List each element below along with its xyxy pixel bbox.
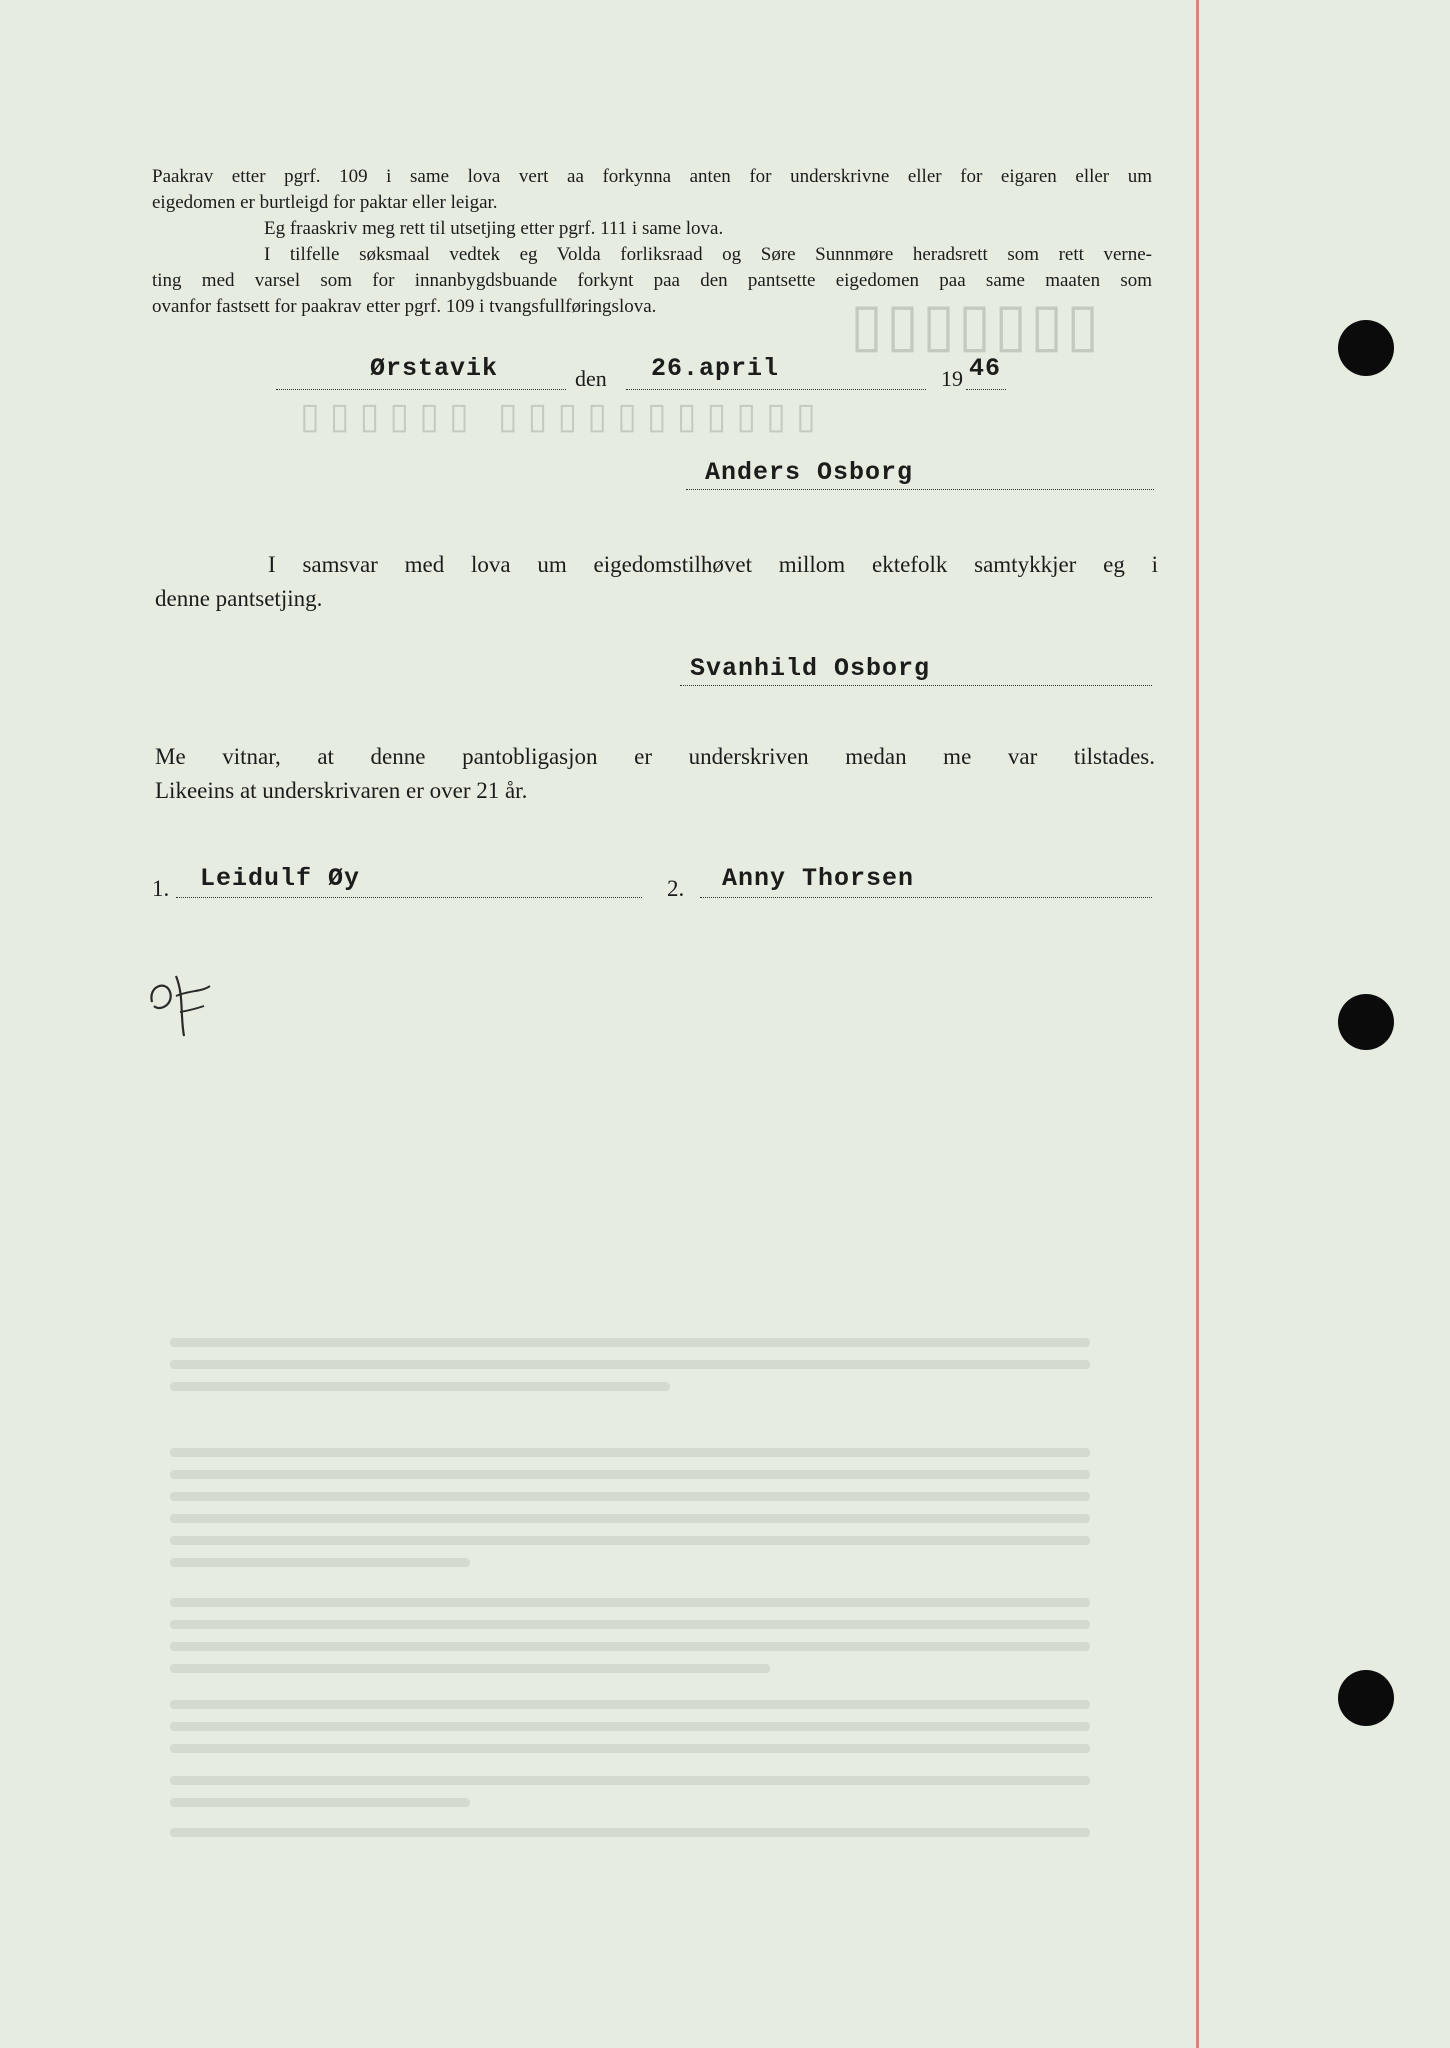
- witness-name: Anny Thorsen: [722, 864, 915, 893]
- witness-statement-line-2: Likeeins at underskrivaren er over 21 år.: [155, 778, 528, 803]
- clause-line: Eg fraaskriv meg rett til utsetjing etter pgrf. 111 i same lova.: [264, 218, 724, 239]
- consent-line-2: denne pantsetjing.: [155, 586, 323, 611]
- witness-name: Leidulf Øy: [200, 864, 361, 893]
- date: 26.april: [651, 354, 780, 383]
- date-underline: [626, 389, 926, 390]
- witness-number: 2.: [667, 876, 685, 901]
- signer-name: Anders Osborg: [705, 458, 914, 487]
- punch-hole: [1338, 1670, 1394, 1726]
- consent-line-1: I samsvar med lova um eigedomstilhøvet millom ektefolk samtykkjer eg i: [268, 552, 1158, 577]
- spouse-signer-underline: [680, 685, 1152, 686]
- clause-line: ovanfor fastsett for paakrav etter pgrf. 109 i tvangsfullføringslova.: [152, 296, 657, 317]
- year-suffix: 46: [969, 354, 1002, 383]
- place-underline: [276, 389, 566, 390]
- year-prefix: 19: [941, 366, 963, 391]
- clause-line: I tilfelle søksmaal vedtek eg Volda forliksraad og Søre Sunnmøre heradsrett som rett verne-: [264, 244, 1152, 265]
- witness-statement-line-1: Me vitnar, at denne pantobligasjon er underskriven medan me var tilstades.: [155, 744, 1155, 769]
- punch-hole: [1338, 320, 1394, 376]
- clause-line: ting med varsel som for innanbygdsbuande forkynt paa den pantsette eigedomen paa same maaten som: [152, 270, 1152, 291]
- witness-underline: [176, 897, 642, 898]
- clauses-block: [152, 164, 1152, 320]
- place: Ørstavik: [370, 354, 499, 383]
- spouse-signer-name: Svanhild Osborg: [690, 654, 931, 683]
- clause-line: eigedomen er burtleigd for paktar eller leigar.: [152, 192, 498, 213]
- initials-mark: [140, 966, 230, 1046]
- witness-underline: [700, 897, 1152, 898]
- den-label: den: [575, 366, 607, 391]
- clause-line: Paakrav etter pgrf. 109 i same lova vert aa forkynna anten for underskrivne eller for eigaren eller um: [152, 166, 1152, 187]
- punch-hole: [1338, 994, 1394, 1050]
- witness-number: 1.: [152, 876, 170, 901]
- document-page: ▯▯▯▯▯▯▯ ▯▯▯▯▯▯ ▯▯▯▯▯▯▯▯▯▯▯ Paakrav etter pgrf. 109 i same lova vert aa forkynna anten for underskrivne eller for eigaren eller um eigedomen er burtleigd for paktar eller leigar. Eg fraaskriv meg rett til utsetjing etter pgrf. 111 i same lova. I tilfelle søksmaal vedtek eg Volda forliksraad og Søre Sunnmøre heradsrett som rett verne- ting med varsel som for innanbygdsbuande forkynt paa den pantsette eigedomen paa same maaten som ovanfor fastsett for paakrav etter pgrf. 109 i tvangsfullføringslova. Ørstavik den 26.april 19 46 Anders Osborg I samsvar med lova um eigedomstilhøvet millom ektefolk samtykkjer eg i denne pantsetjing. Svanhild Osborg Me vitnar, at denne pantobligasjon er underskriven medan me var tilstades. Likeeins at underskrivaren er over 21 år. 1. Leidulf Øy 2. Anny Thorsen: [0, 0, 1450, 2048]
- year-underline: [966, 389, 1006, 390]
- margin-rule: [1196, 0, 1199, 2048]
- signer-underline: [686, 489, 1154, 490]
